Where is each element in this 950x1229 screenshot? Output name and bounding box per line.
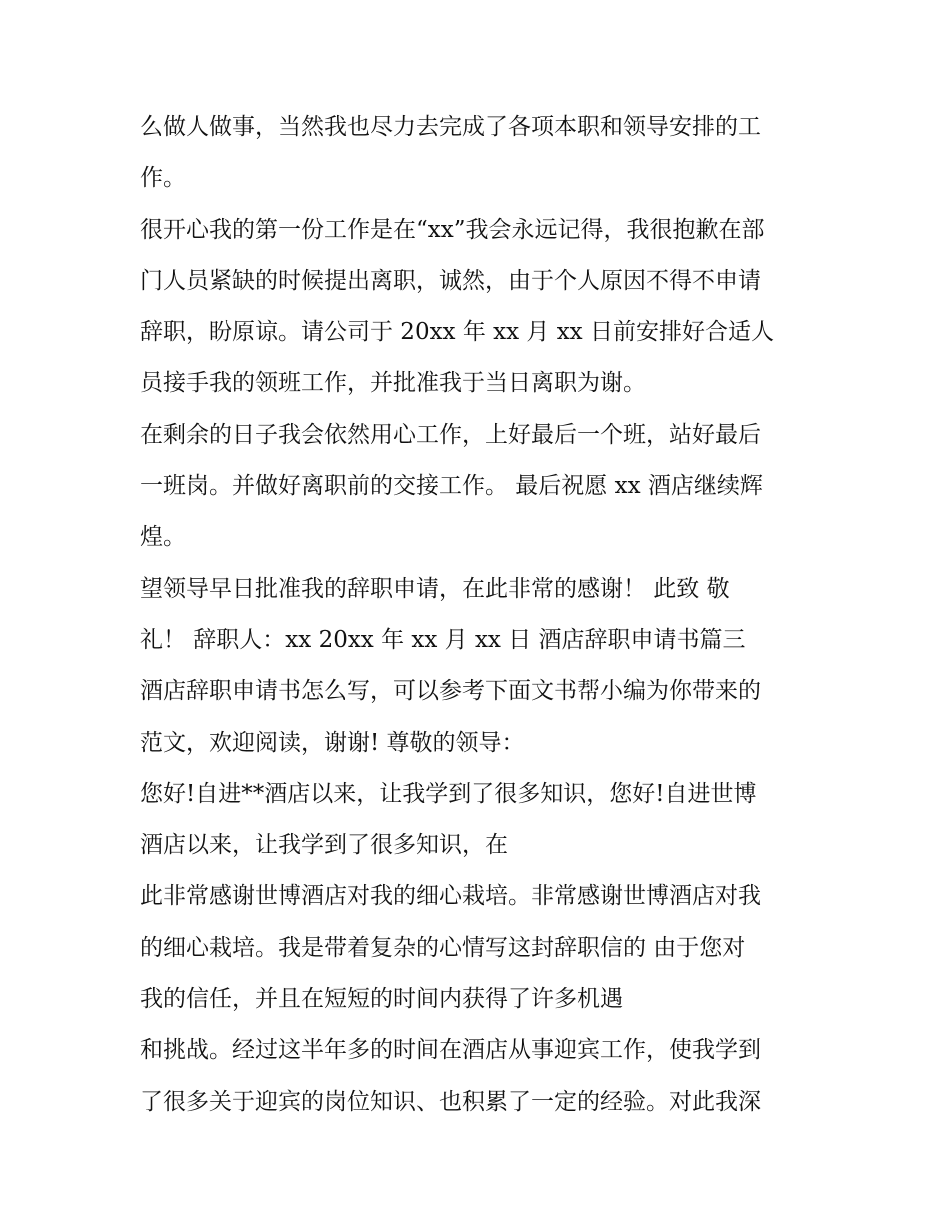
text-line: 一班岗。并做好离职前的交接工作。 最后祝愿 xx 酒店继续辉 (140, 473, 763, 500)
text-line: 了很多关于迎宾的岗位知识、也积累了一定的经验。对此我深 (140, 1088, 761, 1115)
text-line: 在剩余的日子我会依然用心工作，上好最后一个班，站好最后 (140, 421, 761, 448)
text-line: 么做人做事，当然我也尽力去完成了各项本职和领导安排的工 (140, 114, 761, 140)
text-line: 您好!自进**酒店以来，让我学到了很多知识，您好!自进世博 (140, 780, 757, 807)
text-line: 酒店辞职申请书怎么写，可以参考下面文书帮小编为你带来的 (140, 678, 761, 705)
text-line: 煌。 (140, 524, 186, 551)
text-line: 望领导早日批准我的辞职申请，在此非常的感谢！ 此致 敬 (140, 575, 730, 602)
text-line: 员接手我的领班工作，并批准我于当日离职为谢。 (140, 370, 646, 397)
text-line: 我的信任，并且在短短的时间内获得了许多机遇 (140, 986, 623, 1013)
text-line: 礼！ 辞职人：xx 20xx 年 xx 月 xx 日 酒店辞职申请书篇三 (140, 626, 746, 653)
text-line: 辞职，盼原谅。请公司于 20xx 年 xx 月 xx 日前安排好合适人 (140, 319, 774, 346)
text-line: 此非常感谢世博酒店对我的细心栽培。非常感谢世博酒店对我 (140, 883, 761, 910)
text-line: 很开心我的第一份工作是在“xx”我会永远记得，我很抱歉在部 (140, 216, 765, 243)
text-line: 作。 (140, 165, 186, 192)
text-line: 酒店以来，让我学到了很多知识，在 (140, 832, 508, 859)
text-line: 的细心栽培。我是带着复杂的心情写这封辞职信的 由于您对 (140, 934, 746, 961)
text-line: 和挑战。经过这半年多的时间在酒店从事迎宾工作，使我学到 (140, 1037, 761, 1064)
text-line: 范文，欢迎阅读，谢谢! 尊敬的领导： (140, 729, 525, 756)
text-line: 门人员紧缺的时候提出离职，诚然，由于个人原因不得不申请 (140, 267, 761, 294)
body-text (140, 102, 820, 1128)
